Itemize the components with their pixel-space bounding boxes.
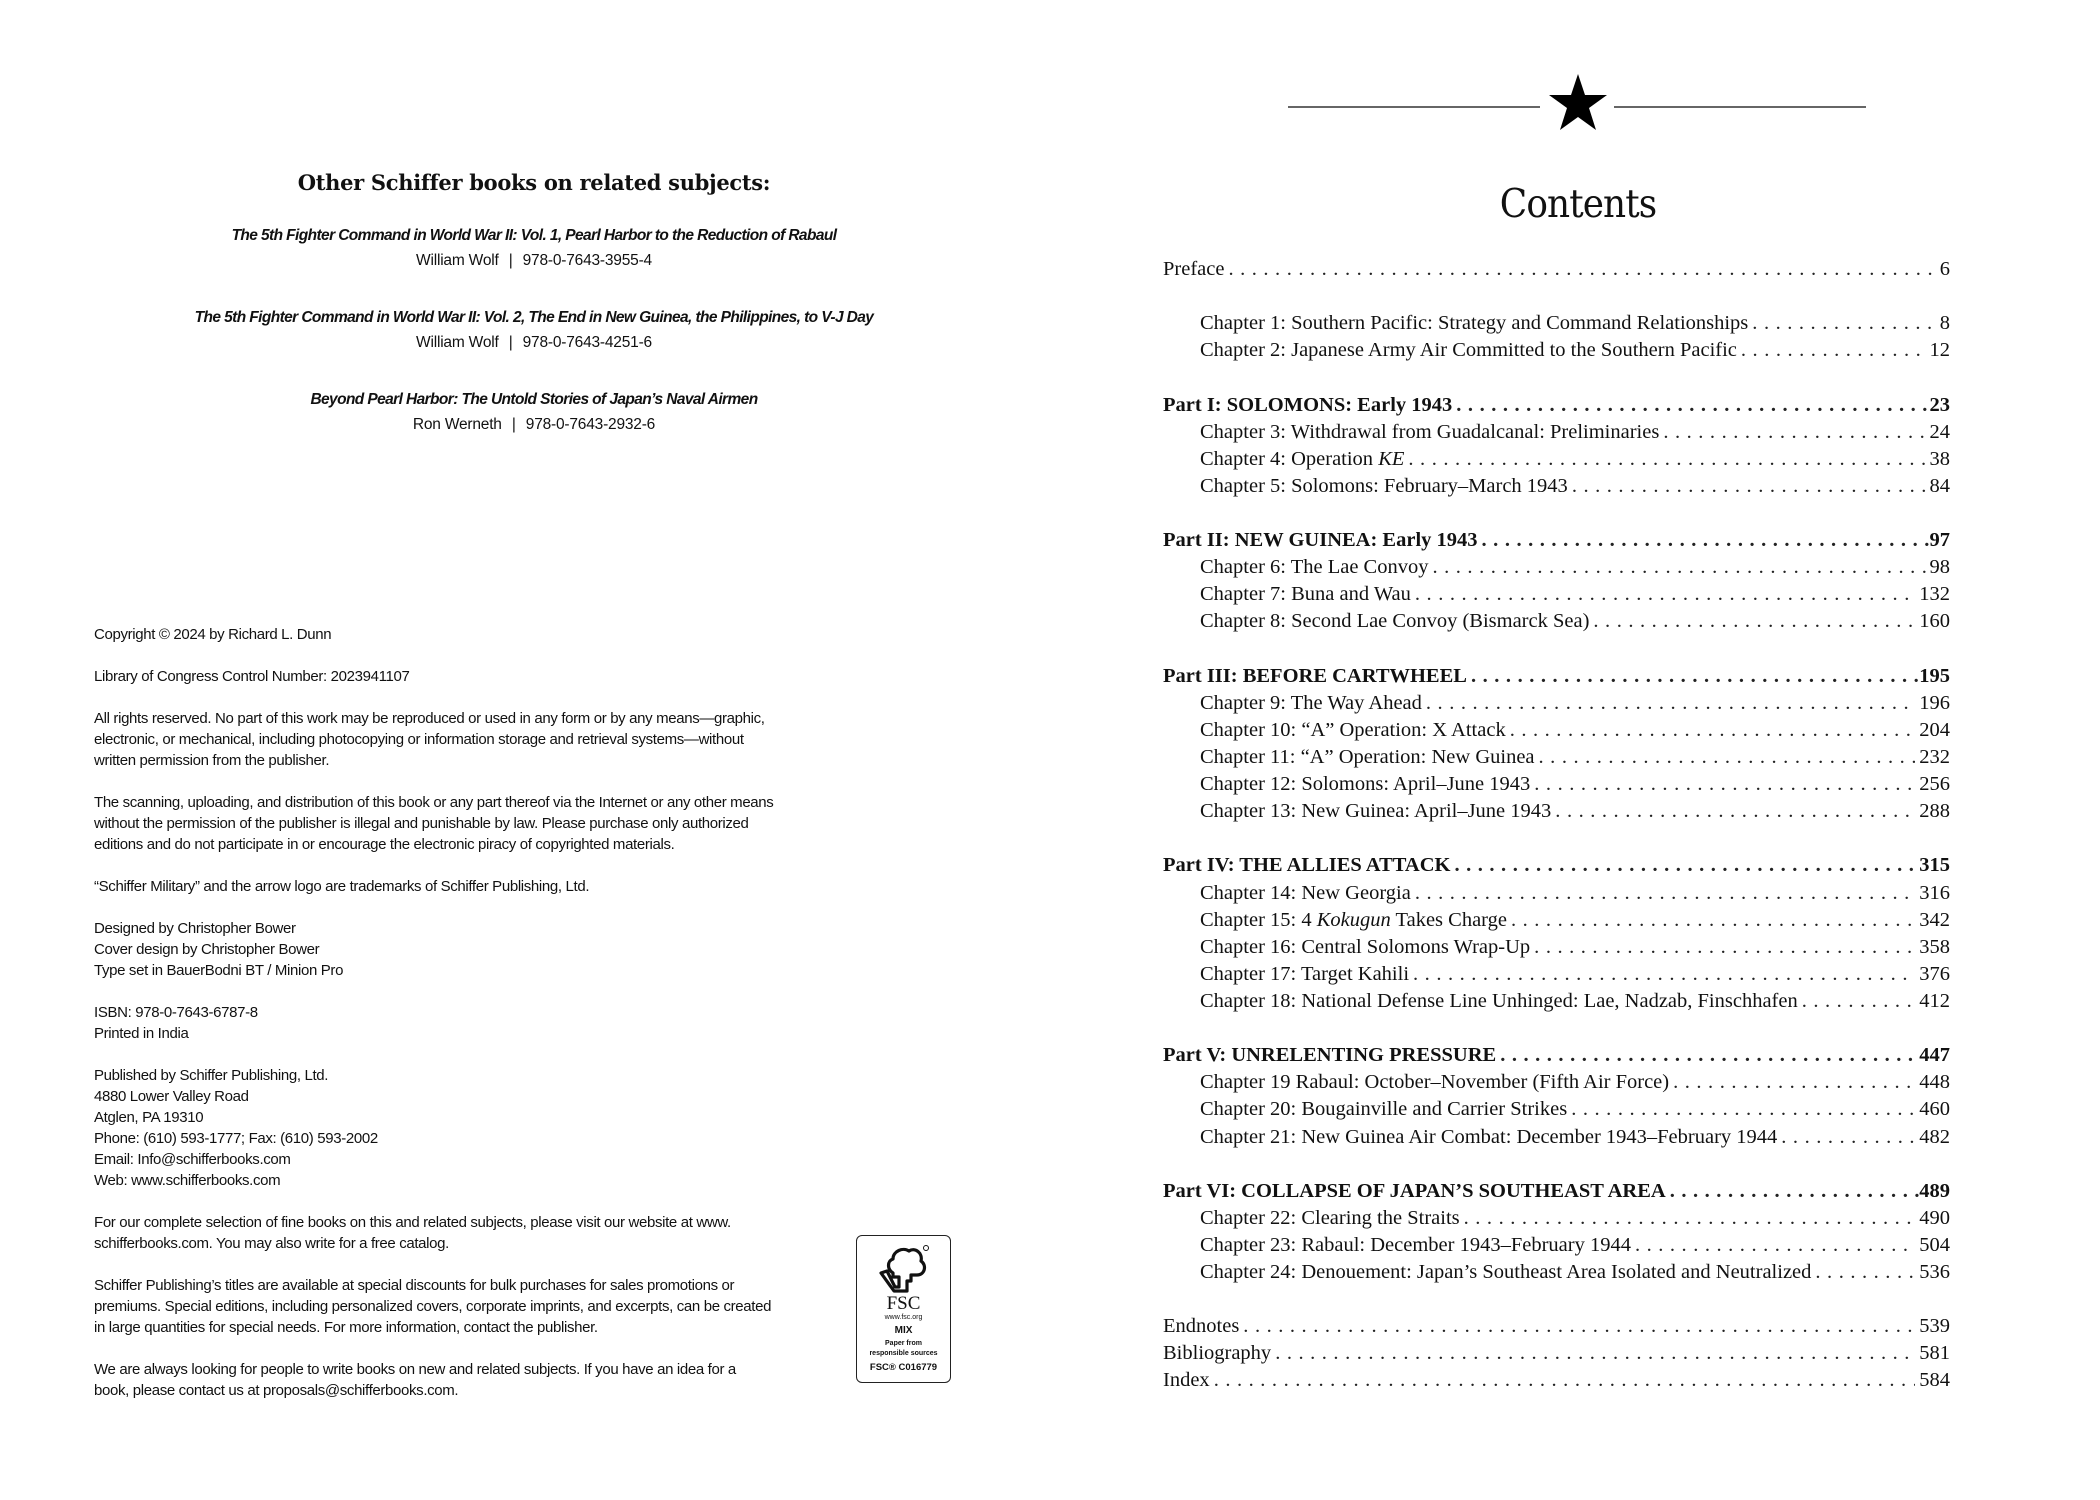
toc-label-text: Part I: SOLOMONS: Early 1943 bbox=[1163, 393, 1453, 416]
toc-page-number: 504 bbox=[1919, 1233, 1950, 1256]
book-title: Beyond Pearl Harbor: The Untold Stories of Japan’s Naval Airmen bbox=[310, 391, 758, 408]
toc-label-text: Endnotes bbox=[1163, 1315, 1240, 1338]
imprint-publisher-line: Web: www.schifferbooks.com bbox=[94, 1172, 281, 1189]
toc-label-text: Chapter 7: Buna and Wau bbox=[1200, 583, 1411, 606]
toc-page-number: 448 bbox=[1919, 1071, 1950, 1094]
toc-page-number: 132 bbox=[1919, 583, 1950, 606]
toc-label-text: Chapter 20: Bougainville and Carrier Strikes bbox=[1200, 1098, 1568, 1121]
dot-leader bbox=[1539, 744, 1916, 771]
toc-page-number: 195 bbox=[1919, 664, 1950, 687]
toc-entry-label bbox=[1200, 880, 1411, 907]
toc-entry-part[interactable] bbox=[1163, 392, 1950, 419]
toc-entry-label bbox=[1200, 1069, 1669, 1096]
dot-leader bbox=[1752, 310, 1935, 337]
book-meta bbox=[94, 329, 974, 357]
paragraph-gap bbox=[94, 855, 854, 876]
toc-entry-chapter[interactable] bbox=[1163, 771, 1950, 798]
toc-entry-label bbox=[1200, 934, 1530, 961]
toc-label-text: Part IV: THE ALLIES ATTACK bbox=[1163, 854, 1451, 877]
page-title: Contents bbox=[1499, 182, 1657, 227]
related-books-heading: Other Schiffer books on related subjects: bbox=[297, 170, 771, 195]
fsc-paper-line: Paper from bbox=[885, 1340, 922, 1347]
toc-page-number: 23 bbox=[1929, 393, 1950, 416]
toc-entry-label bbox=[1200, 961, 1409, 988]
toc-page-number: 38 bbox=[1929, 447, 1950, 470]
imprint-rights-line: written permission from the publisher. bbox=[94, 752, 330, 769]
toc-entry-label bbox=[1200, 744, 1535, 771]
toc-entry-chapter[interactable] bbox=[1163, 717, 1950, 744]
toc-entry-chapter[interactable] bbox=[1163, 310, 1950, 337]
toc-spacer bbox=[1163, 1015, 1950, 1042]
toc-entry-chapter[interactable] bbox=[1163, 907, 1950, 934]
toc-label-text: Chapter 14: New Georgia bbox=[1200, 881, 1411, 904]
toc-entry-label bbox=[1200, 798, 1551, 825]
toc-spacer bbox=[1163, 636, 1950, 663]
dot-leader bbox=[1275, 1340, 1915, 1367]
paragraph-gap bbox=[94, 1191, 854, 1212]
toc-entry-chapter[interactable] bbox=[1163, 1205, 1950, 1232]
toc-entry-chapter[interactable] bbox=[1163, 988, 1950, 1015]
paragraph-gap bbox=[94, 687, 854, 708]
toc-entry-chapter[interactable] bbox=[1163, 581, 1950, 608]
toc-entry-label bbox=[1200, 771, 1530, 798]
toc-page-number: 536 bbox=[1919, 1261, 1950, 1284]
toc-page-number: 315 bbox=[1919, 854, 1950, 877]
toc-entry-back[interactable] bbox=[1163, 1367, 1950, 1394]
toc-entry-chapter[interactable] bbox=[1163, 1096, 1950, 1123]
toc-label-text: Part V: UNRELENTING PRESSURE bbox=[1163, 1044, 1497, 1067]
toc-entry-part[interactable] bbox=[1163, 1042, 1950, 1069]
table-of-contents bbox=[1163, 256, 1950, 1395]
toc-entry-label bbox=[1200, 1259, 1811, 1286]
toc-entry-label bbox=[1200, 310, 1748, 337]
toc-entry-label bbox=[1200, 419, 1659, 446]
toc-label-text: Chapter 11: “A” Operation: New Guinea bbox=[1200, 745, 1535, 768]
dot-leader bbox=[1482, 527, 1930, 554]
dot-leader bbox=[1500, 1042, 1919, 1069]
toc-page-number: 8 bbox=[1939, 312, 1950, 335]
toc-entry-chapter[interactable] bbox=[1163, 690, 1950, 717]
toc-entry-label bbox=[1200, 1205, 1460, 1232]
toc-label-text: Chapter 6: The Lae Convoy bbox=[1200, 556, 1429, 579]
toc-page-number: 539 bbox=[1919, 1315, 1950, 1338]
separator: | bbox=[511, 416, 516, 433]
toc-label-text: Part II: NEW GUINEA: Early 1943 bbox=[1163, 529, 1478, 552]
imprint-isbn-line: ISBN: 978-0-7643-6787-8 bbox=[94, 1004, 258, 1021]
toc-label-text: Chapter 16: Central Solomons Wrap-Up bbox=[1200, 935, 1531, 958]
dot-leader bbox=[1471, 663, 1919, 690]
toc-page-number: 342 bbox=[1919, 908, 1950, 931]
toc-spacer bbox=[1163, 1151, 1950, 1178]
toc-page-number: 6 bbox=[1939, 258, 1950, 280]
toc-label-text: Chapter 10: “A” Operation: X Attack bbox=[1200, 718, 1506, 741]
toc-label-text: Bibliography bbox=[1163, 1342, 1272, 1365]
toc-label-text: Index bbox=[1163, 1369, 1210, 1392]
fsc-tree-checkmark-icon bbox=[877, 1243, 931, 1295]
star-icon bbox=[1548, 72, 1608, 132]
imprint-isbn-line: Printed in India bbox=[94, 1025, 189, 1042]
imprint-credits-line: Cover design by Christopher Bower bbox=[94, 941, 320, 958]
toc-label-text: Chapter 1: Southern Pacific: Strategy and Command Relationships bbox=[1200, 312, 1749, 335]
separator: | bbox=[508, 334, 513, 351]
ornament-rule-right bbox=[1614, 106, 1866, 108]
dot-leader bbox=[1534, 771, 1915, 798]
toc-page-number: 196 bbox=[1919, 691, 1950, 714]
toc-entry-back[interactable] bbox=[1163, 1340, 1950, 1367]
toc-entry-label bbox=[1200, 554, 1428, 581]
dot-leader bbox=[1415, 581, 1915, 608]
fsc-mix-label: MIX bbox=[894, 1325, 913, 1336]
book-isbn: 978-0-7643-4251-6 bbox=[522, 334, 652, 351]
toc-label-text: Chapter 4: Operation bbox=[1200, 447, 1379, 470]
toc-page-number: 376 bbox=[1919, 962, 1950, 985]
imprint-scanning-line: editions and do not participate in or encourage the electronic piracy of copyrighted materials. bbox=[94, 836, 675, 853]
toc-entry-label bbox=[1163, 1313, 1239, 1340]
toc-entry-chapter[interactable] bbox=[1163, 961, 1950, 988]
book-author: William Wolf bbox=[416, 334, 499, 351]
dot-leader bbox=[1510, 717, 1916, 744]
toc-label-text: Chapter 17: Target Kahili bbox=[1200, 962, 1410, 985]
dot-leader bbox=[1555, 798, 1915, 825]
toc-entry-label bbox=[1163, 663, 1467, 690]
toc-label-text: Chapter 23: Rabaul: December 1943–February 1944 bbox=[1200, 1233, 1631, 1256]
toc-page-number: 581 bbox=[1919, 1342, 1950, 1365]
dot-leader bbox=[1454, 852, 1919, 879]
toc-entry-label bbox=[1200, 608, 1589, 635]
toc-spacer bbox=[1163, 364, 1950, 391]
imprint-credits-line: Designed by Christopher Bower bbox=[94, 920, 296, 937]
toc-page-number: 288 bbox=[1919, 800, 1950, 823]
toc-label-text: Chapter 21: New Guinea Air Combat: December 1943–February 1944 bbox=[1200, 1125, 1778, 1148]
imprint-discounts-line: Schiffer Publishing’s titles are available at special discounts for bulk purchases for sales promotions or bbox=[94, 1277, 735, 1294]
toc-entry-part[interactable] bbox=[1163, 852, 1950, 879]
toc-label-text: Preface bbox=[1163, 258, 1225, 280]
imprint-rights-line: All rights reserved. No part of this work may be reproduced or used in any form or by any means—graphic, bbox=[94, 710, 765, 727]
fsc-url: www.fsc.org bbox=[884, 1314, 923, 1321]
toc-entry-part[interactable] bbox=[1163, 527, 1950, 554]
fsc-license-code: FSC® C016779 bbox=[869, 1362, 938, 1373]
dot-leader bbox=[1426, 690, 1915, 717]
toc-page-number: 447 bbox=[1919, 1044, 1950, 1067]
toc-label-text: Chapter 8: Second Lae Convoy (Bismarck Sea) bbox=[1200, 610, 1590, 633]
toc-entry-chapter[interactable] bbox=[1163, 337, 1950, 364]
toc-page-number: 490 bbox=[1919, 1206, 1950, 1229]
toc-entry-chapter[interactable] bbox=[1163, 419, 1950, 446]
toc-page-number: 316 bbox=[1919, 881, 1950, 904]
toc-page-number: 489 bbox=[1919, 1179, 1950, 1202]
toc-label-text: Takes Charge bbox=[1390, 908, 1507, 931]
toc-entry-label bbox=[1200, 1232, 1631, 1259]
toc-label-italic: Kokugun bbox=[1316, 908, 1391, 931]
toc-page-number: 24 bbox=[1929, 420, 1950, 443]
toc-label-text: Chapter 22: Clearing the Straits bbox=[1200, 1206, 1460, 1229]
imprint-copyright-line: Copyright © 2024 by Richard L. Dunn bbox=[94, 626, 332, 643]
paragraph-gap bbox=[94, 897, 854, 918]
toc-page-number: 12 bbox=[1929, 339, 1950, 362]
toc-page-number: 358 bbox=[1919, 935, 1950, 958]
dot-leader bbox=[1673, 1069, 1915, 1096]
toc-label-text: Chapter 2: Japanese Army Air Committed to the Southern Pacific bbox=[1200, 339, 1737, 362]
paragraph-gap bbox=[94, 1254, 854, 1275]
toc-entry-label bbox=[1163, 1367, 1210, 1394]
book-title: The 5th Fighter Command in World War II: Vol. 2, The End in New Guinea, the Philippines, to V-J Day bbox=[194, 309, 874, 326]
imprint-lccn-line: Library of Congress Control Number: 2023941107 bbox=[94, 668, 410, 685]
toc-entry-label bbox=[1200, 473, 1568, 500]
imprint-block bbox=[94, 624, 854, 1401]
toc-entry-chapter[interactable] bbox=[1163, 934, 1950, 961]
imprint-selection-line: schifferbooks.com. You may also write for a free catalog. bbox=[94, 1235, 449, 1252]
fsc-brand: FSC bbox=[886, 1293, 921, 1314]
toc-entry-label bbox=[1200, 446, 1404, 473]
book-author: Ron Werneth bbox=[412, 416, 502, 433]
imprint-publisher-line: Email: Info@schifferbooks.com bbox=[94, 1151, 291, 1168]
toc-entry-chapter[interactable] bbox=[1163, 1232, 1950, 1259]
dot-leader bbox=[1511, 907, 1915, 934]
dot-leader bbox=[1781, 1124, 1915, 1151]
imprint-proposals-line: We are always looking for people to write books on new and related subjects. If you have an idea for a bbox=[94, 1361, 736, 1378]
toc-entry-chapter[interactable] bbox=[1163, 446, 1950, 473]
toc-page-number: 232 bbox=[1919, 745, 1950, 768]
toc-label-text: Chapter 9: The Way Ahead bbox=[1200, 691, 1422, 714]
toc-page-number: 204 bbox=[1919, 718, 1950, 741]
toc-label-text: Part VI: COLLAPSE OF JAPAN’S SOUTHEAST AREA bbox=[1163, 1179, 1666, 1202]
dot-leader bbox=[1415, 880, 1915, 907]
toc-entry-label bbox=[1200, 1096, 1567, 1123]
toc-entry-chapter[interactable] bbox=[1163, 608, 1950, 635]
toc-entry-chapter[interactable] bbox=[1163, 554, 1950, 581]
toc-entry-chapter[interactable] bbox=[1163, 798, 1950, 825]
toc-entry-label bbox=[1200, 1124, 1777, 1151]
imprint-trademark-line: “Schiffer Military” and the arrow logo are trademarks of Schiffer Publishing, Ltd. bbox=[94, 878, 590, 895]
toc-label-italic: KE bbox=[1378, 447, 1405, 470]
dot-leader bbox=[1663, 419, 1925, 446]
toc-page-number: 256 bbox=[1919, 773, 1950, 796]
dot-leader bbox=[1670, 1178, 1920, 1205]
toc-entry-label bbox=[1163, 1178, 1666, 1205]
toc-label-text: Chapter 3: Withdrawal from Guadalcanal: Preliminaries bbox=[1200, 420, 1660, 443]
toc-entry-chapter[interactable] bbox=[1163, 880, 1950, 907]
related-book bbox=[94, 307, 974, 357]
related-book bbox=[94, 389, 974, 439]
fsc-paper-line: responsible sources bbox=[869, 1350, 938, 1357]
toc-entry-label bbox=[1163, 256, 1224, 283]
imprint-discounts-line: in large quantities for special needs. For more information, contact the publisher. bbox=[94, 1319, 598, 1336]
imprint-selection-line: For our complete selection of fine books on this and related subjects, please visit our website at www. bbox=[94, 1214, 731, 1231]
dot-leader bbox=[1815, 1259, 1915, 1286]
toc-entry-label bbox=[1163, 527, 1478, 554]
paragraph-gap bbox=[94, 771, 854, 792]
related-book bbox=[94, 225, 974, 275]
toc-page-number: 97 bbox=[1929, 529, 1950, 552]
toc-label-text: Chapter 24: Denouement: Japan’s Southeast Area Isolated and Neutralized bbox=[1200, 1261, 1812, 1284]
book-isbn: 978-0-7643-2932-6 bbox=[525, 416, 656, 433]
dot-leader bbox=[1534, 934, 1915, 961]
paragraph-gap bbox=[94, 1338, 854, 1359]
dot-leader bbox=[1432, 554, 1925, 581]
imprint-discounts-line: premiums. Special editions, including personalized covers, corporate imprints, and excerpts, can be created bbox=[94, 1298, 772, 1315]
toc-entry-front[interactable] bbox=[1163, 256, 1950, 283]
book-isbn: 978-0-7643-3955-4 bbox=[522, 252, 652, 269]
toc-entry-label bbox=[1163, 392, 1452, 419]
toc-spacer bbox=[1163, 500, 1950, 527]
dot-leader bbox=[1243, 1313, 1915, 1340]
toc-page-number: 584 bbox=[1919, 1369, 1950, 1392]
toc-entry-label bbox=[1200, 988, 1798, 1015]
dot-leader bbox=[1571, 1096, 1915, 1123]
dot-leader bbox=[1214, 1367, 1916, 1394]
toc-entry-label bbox=[1163, 1340, 1271, 1367]
imprint-publisher-line: Phone: (610) 593-1777; Fax: (610) 593-2002 bbox=[94, 1130, 378, 1147]
dot-leader bbox=[1741, 337, 1926, 364]
dot-leader bbox=[1572, 473, 1926, 500]
dot-leader bbox=[1464, 1205, 1916, 1232]
dot-leader bbox=[1635, 1232, 1915, 1259]
dot-leader bbox=[1413, 961, 1915, 988]
fsc-logo bbox=[856, 1235, 951, 1383]
toc-label-text: Chapter 5: Solomons: February–March 1943 bbox=[1200, 474, 1568, 497]
dot-leader bbox=[1408, 446, 1925, 473]
toc-label-text: Chapter 13: New Guinea: April–June 1943 bbox=[1200, 800, 1552, 823]
toc-spacer bbox=[1163, 825, 1950, 852]
imprint-scanning-line: The scanning, uploading, and distribution of this book or any part thereof via the Internet or any other means bbox=[94, 794, 774, 811]
paragraph-gap bbox=[94, 1044, 854, 1065]
book-meta bbox=[94, 411, 974, 439]
toc-entry-label bbox=[1200, 717, 1506, 744]
toc-entry-label bbox=[1163, 852, 1450, 879]
imprint-publisher-line: 4880 Lower Valley Road bbox=[94, 1088, 249, 1105]
imprint-credits-line: Type set in BauerBodni BT / Minion Pro bbox=[94, 962, 344, 979]
dot-leader bbox=[1593, 608, 1915, 635]
dot-leader bbox=[1456, 392, 1929, 419]
toc-entry-label bbox=[1200, 690, 1422, 717]
toc-label-text: Chapter 18: National Defense Line Unhinged: Lae, Nadzab, Finschhafen bbox=[1200, 989, 1798, 1012]
separator: | bbox=[508, 252, 513, 269]
toc-page-number: 412 bbox=[1919, 989, 1950, 1012]
toc-label-text: Part III: BEFORE CARTWHEEL bbox=[1163, 664, 1467, 687]
toc-spacer bbox=[1163, 283, 1950, 310]
toc-page-number: 482 bbox=[1919, 1125, 1950, 1148]
toc-page-number: 160 bbox=[1919, 610, 1950, 633]
book-author: William Wolf bbox=[416, 252, 499, 269]
book-title: The 5th Fighter Command in World War II: Vol. 1, Pearl Harbor to the Reduction of Rabaul bbox=[231, 227, 837, 244]
toc-entry-label bbox=[1200, 337, 1737, 364]
book-meta bbox=[94, 247, 974, 275]
ornament-rule-left bbox=[1288, 106, 1540, 108]
toc-entry-back[interactable] bbox=[1163, 1313, 1950, 1340]
toc-spacer bbox=[1163, 1286, 1950, 1313]
toc-entry-label bbox=[1163, 1042, 1496, 1069]
toc-page-number: 84 bbox=[1929, 474, 1950, 497]
imprint-scanning-line: without the permission of the publisher is illegal and punishable by law. Please purchase only authorized bbox=[94, 815, 749, 832]
dot-leader bbox=[1228, 256, 1935, 283]
paragraph-gap bbox=[94, 981, 854, 1002]
toc-page-number: 98 bbox=[1929, 556, 1950, 579]
toc-entry-label bbox=[1200, 907, 1507, 934]
dot-leader bbox=[1802, 988, 1916, 1015]
toc-entry-part[interactable] bbox=[1163, 663, 1950, 690]
imprint-proposals-line: book, please contact us at proposals@schifferbooks.com. bbox=[94, 1382, 459, 1399]
toc-entry-chapter[interactable] bbox=[1163, 473, 1950, 500]
imprint-publisher-line: Atglen, PA 19310 bbox=[94, 1109, 204, 1126]
imprint-publisher-line: Published by Schiffer Publishing, Ltd. bbox=[94, 1067, 329, 1084]
toc-label-text: Chapter 15: 4 bbox=[1200, 908, 1317, 931]
toc-entry-chapter[interactable] bbox=[1163, 1124, 1950, 1151]
toc-entry-chapter[interactable] bbox=[1163, 744, 1950, 771]
toc-label-text: Chapter 12: Solomons: April–June 1943 bbox=[1200, 773, 1531, 796]
toc-label-text: Chapter 19 Rabaul: October–November (Fifth Air Force) bbox=[1200, 1071, 1670, 1094]
toc-entry-chapter[interactable] bbox=[1163, 1069, 1950, 1096]
toc-entry-chapter[interactable] bbox=[1163, 1259, 1950, 1286]
toc-entry-label bbox=[1200, 581, 1411, 608]
imprint-rights-line: electronic, or mechanical, including photocopying or information storage and retrieval systems—without bbox=[94, 731, 744, 748]
toc-page-number: 460 bbox=[1919, 1098, 1950, 1121]
toc-entry-part[interactable] bbox=[1163, 1178, 1950, 1205]
paragraph-gap bbox=[94, 645, 854, 666]
